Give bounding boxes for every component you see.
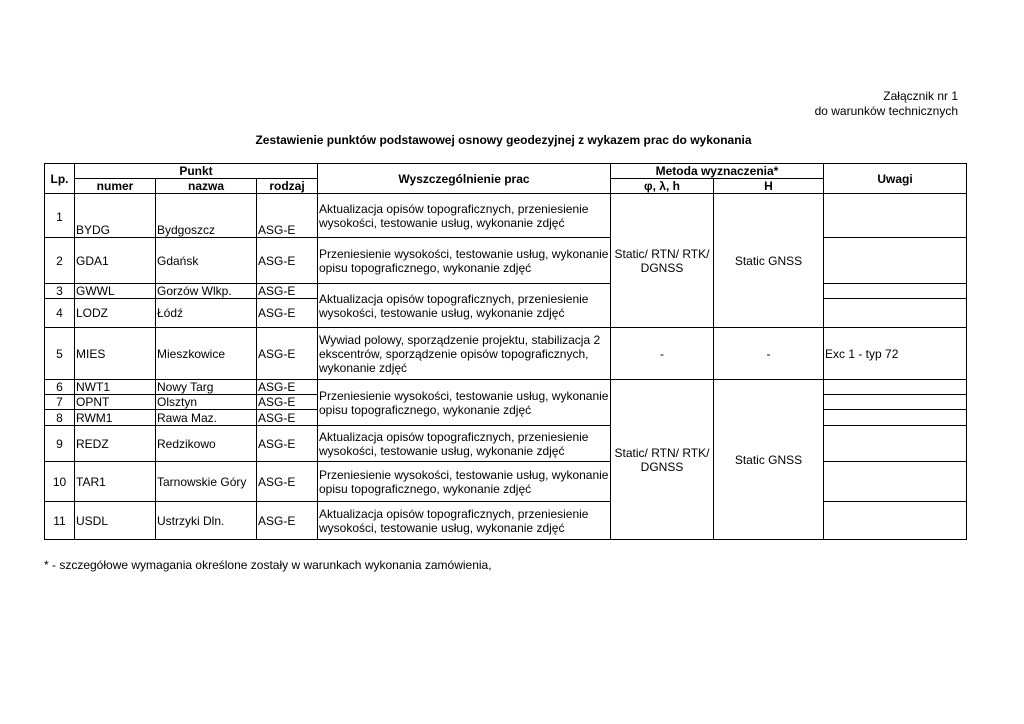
row-rodzaj: ASG-E — [257, 328, 318, 380]
row-numer: GWWL — [75, 284, 156, 299]
row-nazwa: Rawa Maz. — [156, 410, 257, 426]
row-remarks — [824, 194, 967, 238]
row-rodzaj: ASG-E — [257, 238, 318, 284]
annex-header — [815, 89, 958, 119]
table-row — [45, 380, 967, 395]
row-lp: 9 — [45, 426, 75, 462]
row-numer: RWM1 — [75, 410, 156, 426]
row-rodzaj: ASG-E — [257, 299, 318, 328]
row-numer: REDZ — [75, 426, 156, 462]
row-numer: TAR1 — [75, 462, 156, 502]
row-nazwa: Mieszkowice — [156, 328, 257, 380]
row-numer: NWT1 — [75, 380, 156, 395]
annex-line-2: do warunków technicznych — [814, 104, 958, 118]
row-works: Aktualizacja opisów topograficznych, przeniesienie wysokości, testowanie usług, wykonanie zdjęć — [318, 284, 611, 328]
header-numer: numer — [75, 179, 156, 194]
row-lp: 10 — [45, 462, 75, 502]
header-uwagi: Uwagi — [824, 164, 967, 194]
row-remarks — [824, 426, 967, 462]
header-punkt: Punkt — [75, 164, 318, 179]
row-remarks: Exc 1 - typ 72 — [824, 328, 967, 380]
annex-line-1: Załącznik nr 1 — [883, 89, 958, 103]
row-remarks — [824, 410, 967, 426]
method-phi-group-2: Static/ RTN/ RTK/ DGNSS — [611, 380, 714, 540]
header-lp: Lp. — [45, 164, 75, 194]
row-remarks — [824, 462, 967, 502]
row-nazwa: Tarnowskie Góry — [156, 462, 257, 502]
row-numer: MIES — [75, 328, 156, 380]
row-remarks — [824, 284, 967, 299]
row-lp: 2 — [45, 238, 75, 284]
row-numer: OPNT — [75, 395, 156, 410]
row-works: Przeniesienie wysokości, testowanie usług, wykonanie opisu topograficznego, wykonanie zdjęć — [318, 238, 611, 284]
method-h-group-1: Static GNSS — [714, 194, 824, 328]
row-rodzaj: ASG-E — [257, 502, 318, 540]
header-rodzaj: rodzaj — [257, 179, 318, 194]
footnote: * - szczegółowe wymagania określone zostały w warunkach wykonania zamówienia, — [44, 558, 492, 572]
header-h: H — [714, 179, 824, 194]
row-works: Aktualizacja opisów topograficznych, przeniesienie wysokości, testowanie usług, wykonanie zdjęć — [318, 194, 611, 238]
method-phi: - — [611, 328, 714, 380]
row-remarks — [824, 380, 967, 395]
table-row — [45, 426, 967, 462]
row-nazwa: Gorzów Wlkp. — [156, 284, 257, 299]
table-row — [45, 462, 967, 502]
method-h-group-2: Static GNSS — [714, 380, 824, 540]
row-nazwa: Łódź — [156, 299, 257, 328]
table-row — [45, 238, 967, 284]
row-nazwa: Bydgoszcz — [156, 194, 257, 238]
row-nazwa: Olsztyn — [156, 395, 257, 410]
row-numer: USDL — [75, 502, 156, 540]
header-phi: φ, λ, h — [611, 179, 714, 194]
row-lp: 7 — [45, 395, 75, 410]
row-rodzaj: ASG-E — [257, 410, 318, 426]
row-numer: LODZ — [75, 299, 156, 328]
header-metoda: Metoda wyznaczenia* — [611, 164, 824, 179]
document-title: Zestawienie punktów podstawowej osnowy geodezyjnej z wykazem prac do wykonania — [255, 133, 752, 147]
row-works: Przeniesienie wysokości, testowanie usług, wykonanie opisu topograficznego, wykonanie zdjęć — [318, 462, 611, 502]
row-works: Wywiad polowy, sporządzenie projektu, stabilizacja 2 ekscentrów, sporządzenie opisów topograficznych, wykonanie zdjęć — [318, 328, 611, 380]
row-lp: 6 — [45, 380, 75, 395]
row-rodzaj: ASG-E — [257, 426, 318, 462]
row-numer: BYDG — [75, 194, 156, 238]
row-numer: GDA1 — [75, 238, 156, 284]
row-lp: 5 — [45, 328, 75, 380]
header-nazwa: nazwa — [156, 179, 257, 194]
table-row — [45, 502, 967, 540]
row-nazwa: Ustrzyki Dln. — [156, 502, 257, 540]
row-nazwa: Nowy Targ — [156, 380, 257, 395]
row-remarks — [824, 238, 967, 284]
row-lp: 4 — [45, 299, 75, 328]
row-nazwa: Gdańsk — [156, 238, 257, 284]
row-rodzaj: ASG-E — [257, 380, 318, 395]
row-remarks — [824, 502, 967, 540]
row-rodzaj: ASG-E — [257, 395, 318, 410]
row-rodzaj: ASG-E — [257, 194, 318, 238]
row-works: Aktualizacja opisów topograficznych, przeniesienie wysokości, testowanie usług, wykonanie zdjęć — [318, 426, 611, 462]
method-h: - — [714, 328, 824, 380]
row-nazwa: Redzikowo — [156, 426, 257, 462]
header-prace: Wyszczególnienie prac — [318, 164, 611, 194]
row-works: Aktualizacja opisów topograficznych, przeniesienie wysokości, testowanie usług, wykonanie zdjęć — [318, 502, 611, 540]
row-lp: 1 — [45, 194, 75, 238]
method-phi-group-1: Static/ RTN/ RTK/ DGNSS — [611, 194, 714, 328]
row-remarks — [824, 299, 967, 328]
points-table — [44, 163, 967, 540]
table-row — [45, 328, 967, 380]
row-lp: 3 — [45, 284, 75, 299]
row-lp: 11 — [45, 502, 75, 540]
table-row — [45, 194, 967, 238]
row-rodzaj: ASG-E — [257, 462, 318, 502]
row-works: Przeniesienie wysokości, testowanie usług, wykonanie opisu topograficznego, wykonanie zdjęć — [318, 380, 611, 426]
row-rodzaj: ASG-E — [257, 284, 318, 299]
table-row — [45, 284, 967, 299]
row-remarks — [824, 395, 967, 410]
row-lp: 8 — [45, 410, 75, 426]
